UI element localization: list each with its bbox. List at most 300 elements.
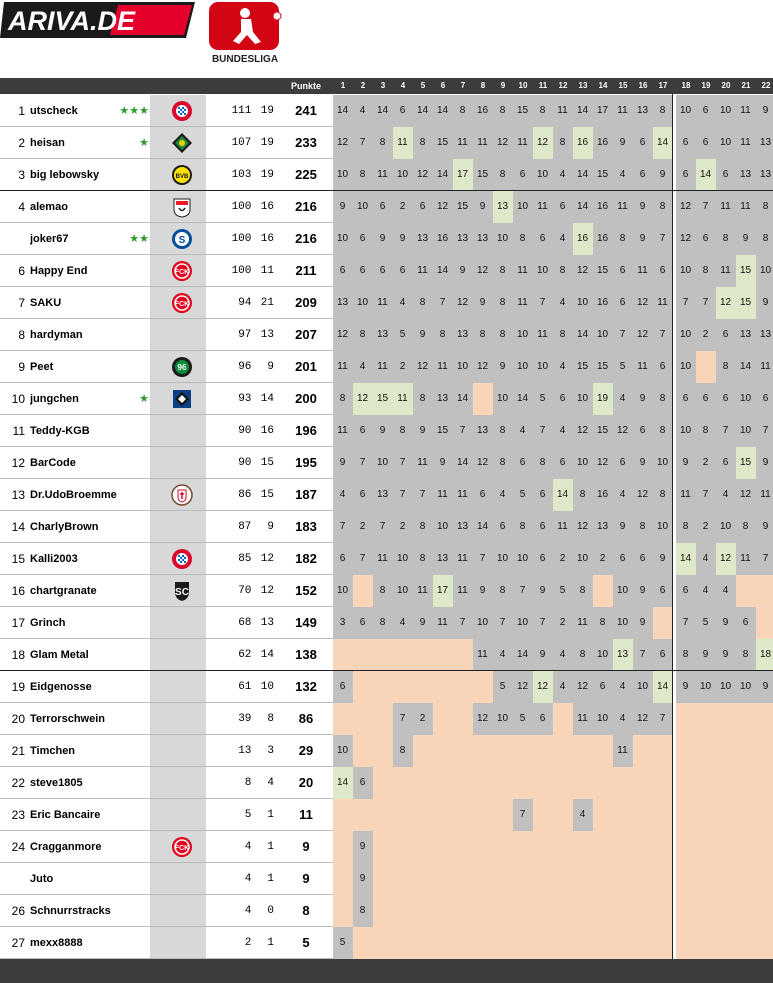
player-name[interactable]: big lebowsky — [30, 169, 100, 181]
player-name[interactable]: Eric Bancaire — [30, 809, 101, 821]
matchday-score-cell: 8 — [493, 447, 513, 479]
matchday-score-cell — [373, 927, 393, 959]
matchday-score-cell: 10 — [716, 95, 736, 127]
player-name[interactable]: Schnurrstracks — [30, 905, 111, 917]
stat-a: 94 — [238, 297, 252, 309]
matchday-score-cell: 7 — [613, 319, 633, 351]
matchday-score-cell: 10 — [473, 607, 493, 639]
matchday-score-cell: 10 — [393, 159, 413, 191]
matchday-score-cell: 7 — [433, 287, 453, 319]
stat-a: 85 — [238, 553, 252, 565]
matchday-score-cell — [696, 799, 716, 831]
matchday-score-cell: 4 — [493, 479, 513, 511]
matchday-score-cell: 7 — [533, 287, 553, 319]
matchday-score-cell: 14 — [573, 159, 593, 191]
matchday-score-cell: 10 — [513, 607, 533, 639]
matchday-score-cell: 9 — [413, 415, 433, 447]
matchday-score-cell: 9 — [756, 95, 773, 127]
matchday-score-cell — [736, 735, 756, 767]
matchday-score-cell: 10 — [533, 255, 553, 287]
matchday-score-cell: 9 — [493, 351, 513, 383]
matchday-score-cell — [473, 863, 493, 895]
matchday-score-cell: 9 — [653, 543, 673, 575]
matchday-score-cell — [413, 735, 433, 767]
matchday-score-cell — [433, 895, 453, 927]
player-name[interactable]: Dr.UdoBroemme — [30, 489, 117, 501]
matchday-score-cell — [653, 831, 673, 863]
matchday-score-cell: 8 — [333, 383, 353, 415]
matchday-score-cell — [433, 831, 453, 863]
matchday-score-cell: 11 — [513, 255, 533, 287]
matchday-score-cell: 8 — [653, 479, 673, 511]
matchday-score-cell: 11 — [433, 479, 453, 511]
stat-values — [206, 479, 278, 511]
matchday-score-cell — [473, 671, 493, 703]
matchday-header: 18 — [681, 81, 691, 90]
matchday-score-cell: 13 — [413, 223, 433, 255]
matchday-score-cell: 6 — [633, 127, 653, 159]
points-total: 29 — [298, 743, 314, 758]
matchday-score-cell — [533, 735, 553, 767]
matchday-score-cell: 8 — [493, 415, 513, 447]
matchday-header: 21 — [741, 81, 751, 90]
matchday-score-cell: 14 — [553, 479, 573, 511]
matchday-score-cell: 10 — [453, 351, 473, 383]
matchday-score-cell: 6 — [353, 255, 373, 287]
stat-values — [206, 127, 278, 159]
ariva-logo[interactable] — [0, 2, 195, 38]
matchday-score-cell — [696, 703, 716, 735]
player-name[interactable]: heisan — [30, 137, 65, 149]
matchday-score-cell: 9 — [756, 511, 773, 543]
player-name[interactable]: hardyman — [30, 329, 83, 341]
matchday-score-cell: 5 — [513, 703, 533, 735]
matchday-score-cell: 17 — [433, 575, 453, 607]
player-name[interactable]: Grinch — [30, 617, 66, 629]
matchday-score-cell: 6 — [533, 511, 553, 543]
stat-a: 111 — [231, 105, 252, 117]
rank-cell: 6 — [18, 264, 25, 278]
stat-a: 100 — [231, 201, 252, 213]
matchday-score-cell — [653, 927, 673, 959]
matchday-score-cell: 10 — [676, 351, 696, 383]
matchday-score-cell: 4 — [333, 479, 353, 511]
matchday-score-cell — [653, 863, 673, 895]
favorite-club-cell — [150, 447, 206, 479]
stat-a: 2 — [244, 937, 252, 949]
svg-text:BVB: BVB — [175, 174, 189, 180]
player-name[interactable]: steve1805 — [30, 777, 83, 789]
matchday-score-cell: 15 — [736, 287, 756, 319]
matchday-header: 1 — [340, 81, 346, 90]
matchday-score-cell — [453, 735, 473, 767]
table-row — [0, 447, 773, 479]
matchday-score-cell: 4 — [613, 159, 633, 191]
matchday-score-cell — [716, 895, 736, 927]
matchday-score-cell: 9 — [633, 223, 653, 255]
rank-cell: 23 — [11, 808, 25, 822]
matchday-score-cell: 7 — [353, 127, 373, 159]
matchday-score-cell: 6 — [696, 127, 716, 159]
matchday-score-cell: 10 — [676, 319, 696, 351]
matchday-score-cell: 8 — [653, 415, 673, 447]
title-stars — [115, 319, 149, 351]
matchday-score-cell: 16 — [593, 191, 613, 223]
matchday-score-cell — [573, 927, 593, 959]
matchday-score-cell — [473, 735, 493, 767]
title-stars — [115, 703, 149, 735]
rank-cell: 1 — [18, 104, 25, 118]
rank-cell: 18 — [11, 648, 25, 662]
matchday-score-cell: 17 — [593, 95, 613, 127]
matchday-score-cell — [393, 895, 413, 927]
matchday-score-cell: 8 — [493, 319, 513, 351]
matchday-score-cell: 4 — [513, 415, 533, 447]
stat-a: 96 — [238, 361, 252, 373]
matchday-header: 16 — [638, 81, 648, 90]
matchday-score-cell: 5 — [393, 319, 413, 351]
stat-b: 19 — [260, 137, 274, 149]
section-separator — [0, 670, 773, 671]
matchday-score-cell — [373, 799, 393, 831]
matchday-header: 7 — [460, 81, 466, 90]
rank-cell: 3 — [18, 168, 25, 182]
matchday-score-cell — [373, 671, 393, 703]
matchday-score-cell: 7 — [653, 223, 673, 255]
matchday-score-cell: 6 — [716, 319, 736, 351]
matchday-score-cell: 9 — [676, 671, 696, 703]
player-name[interactable]: Eidgenosse — [30, 681, 92, 693]
matchday-score-cell: 7 — [493, 607, 513, 639]
matchday-score-cell: 9 — [613, 511, 633, 543]
player-name[interactable]: Peet — [30, 361, 54, 373]
rank-cell: 13 — [11, 488, 25, 502]
matchday-score-cell — [736, 863, 756, 895]
section-separator — [0, 190, 773, 191]
stat-a: 39 — [238, 713, 252, 725]
matchday-header: 14 — [598, 81, 608, 90]
matchday-score-cell: 12 — [513, 671, 533, 703]
matchday-score-cell: 9 — [633, 191, 653, 223]
matchday-score-cell: 11 — [473, 639, 493, 671]
matchday-score-cell: 6 — [696, 95, 716, 127]
matchday-score-cell: 11 — [373, 543, 393, 575]
favorite-club-cell — [150, 671, 206, 703]
matchday-header: 15 — [618, 81, 628, 90]
matchday-score-cell: 9 — [653, 159, 673, 191]
matchday-score-cell — [716, 799, 736, 831]
fck-icon — [171, 292, 193, 314]
matchday-score-cell — [633, 767, 653, 799]
matchday-score-cell: 9 — [613, 127, 633, 159]
matchday-score-cell: 4 — [553, 639, 573, 671]
matchday-score-cell: 8 — [493, 255, 513, 287]
matchday-score-cell: 12 — [533, 671, 553, 703]
matchday-score-cell — [736, 703, 756, 735]
matchday-score-cell — [696, 895, 716, 927]
matchday-score-cell — [413, 671, 433, 703]
player-name[interactable]: CharlyBrown — [30, 521, 99, 533]
player-name[interactable]: Teddy-KGB — [30, 425, 90, 437]
matchday-score-cell: 9 — [716, 607, 736, 639]
matchday-score-cell: 15 — [513, 95, 533, 127]
matchday-score-cell: 15 — [473, 159, 493, 191]
player-name[interactable]: Happy End — [30, 265, 88, 277]
matchday-score-cell — [676, 703, 696, 735]
player-name[interactable]: BarCode — [30, 457, 76, 469]
matchday-score-cell: 9 — [353, 831, 373, 863]
matchday-score-cell — [653, 799, 673, 831]
player-name[interactable]: jungchen — [30, 393, 79, 405]
points-total: 207 — [295, 327, 317, 342]
table-row — [0, 159, 773, 191]
matchday-score-cell — [433, 799, 453, 831]
matchday-score-cell: 14 — [333, 95, 353, 127]
matchday-score-cell: 8 — [513, 511, 533, 543]
matchday-score-cell: 12 — [716, 287, 736, 319]
stat-b: 9 — [267, 361, 274, 373]
matchday-score-cell: 8 — [553, 319, 573, 351]
matchday-score-cell: 6 — [533, 543, 553, 575]
title-stars: ★★ — [129, 233, 149, 245]
player-name[interactable]: SAKU — [30, 297, 62, 309]
matchday-score-cell: 10 — [573, 447, 593, 479]
matchday-header: 4 — [400, 81, 406, 90]
stat-a: 61 — [238, 681, 252, 693]
stat-b: 13 — [260, 617, 274, 629]
matchday-score-cell: 14 — [473, 511, 493, 543]
matchday-score-cell: 6 — [413, 191, 433, 223]
matchday-score-cell — [696, 735, 716, 767]
matchday-score-cell: 2 — [393, 191, 413, 223]
matchday-header: 6 — [440, 81, 446, 90]
matchday-score-cell: 8 — [653, 383, 673, 415]
player-name[interactable]: chartgranate — [30, 585, 97, 597]
matchday-score-cell: 8 — [736, 639, 756, 671]
bundesliga-logo[interactable] — [205, 2, 285, 66]
matchday-score-cell — [493, 799, 513, 831]
points-total: 149 — [295, 615, 317, 630]
matchday-score-cell: 2 — [593, 543, 613, 575]
matchday-score-cell — [716, 831, 736, 863]
matchday-score-cell: 10 — [533, 351, 553, 383]
player-name[interactable]: alemao — [30, 201, 68, 213]
stat-b: 0 — [267, 905, 274, 917]
matchday-score-cell: 9 — [676, 447, 696, 479]
player-name[interactable]: mexx8888 — [30, 937, 83, 949]
points-total: 152 — [295, 583, 317, 598]
player-name[interactable]: Glam Metal — [30, 649, 89, 661]
svg-text:96: 96 — [177, 363, 187, 372]
stat-a: 4 — [244, 905, 252, 917]
matchday-score-cell: 6 — [393, 95, 413, 127]
matchday-score-cell: 7 — [676, 287, 696, 319]
favorite-club-cell — [150, 927, 206, 959]
player-name[interactable]: Cragganmore — [30, 841, 102, 853]
matchday-score-cell: 11 — [613, 191, 633, 223]
player-name[interactable]: utscheck — [30, 105, 78, 117]
matchday-score-cell: 7 — [453, 607, 473, 639]
matchday-score-cell — [413, 927, 433, 959]
title-stars — [115, 831, 149, 863]
matchday-score-cell: 8 — [513, 223, 533, 255]
matchday-score-cell: 4 — [493, 639, 513, 671]
matchday-score-cell — [676, 831, 696, 863]
matchday-header: 5 — [420, 81, 426, 90]
matchday-score-cell — [333, 703, 353, 735]
stat-values — [206, 351, 278, 383]
matchday-score-cell — [716, 735, 736, 767]
matchday-score-cell: 4 — [553, 223, 573, 255]
matchday-score-cell: 10 — [593, 703, 613, 735]
matchday-score-cell: 14 — [653, 671, 673, 703]
matchday-score-cell — [413, 895, 433, 927]
matchday-score-cell: 8 — [353, 159, 373, 191]
matchday-score-cell: 12 — [413, 159, 433, 191]
matchday-score-cell: 8 — [413, 511, 433, 543]
rank-cell: 16 — [11, 584, 25, 598]
stat-b: 1 — [267, 873, 274, 885]
matchday-score-cell: 6 — [613, 543, 633, 575]
table-row — [0, 639, 773, 671]
title-stars — [115, 447, 149, 479]
rank-cell: 2 — [18, 136, 25, 150]
matchday-score-cell: 12 — [676, 191, 696, 223]
matchday-score-cell: 11 — [676, 479, 696, 511]
stat-values — [206, 735, 278, 767]
matchday-score-cell: 12 — [633, 287, 653, 319]
player-name[interactable]: Kalli2003 — [30, 553, 78, 565]
player-name[interactable]: joker67 — [30, 233, 69, 245]
stat-b: 13 — [260, 329, 274, 341]
stat-b: 16 — [260, 233, 274, 245]
matchday-score-cell: 12 — [573, 415, 593, 447]
rank-cell: 24 — [11, 840, 25, 854]
matchday-score-cell: 11 — [553, 511, 573, 543]
matchday-score-cell: 12 — [473, 255, 493, 287]
matchday-score-cell: 4 — [716, 479, 736, 511]
matchday-score-cell: 10 — [716, 511, 736, 543]
matchday-score-cell — [353, 671, 373, 703]
points-column-header: Punkte — [290, 81, 321, 91]
matchday-score-cell: 6 — [756, 383, 773, 415]
table-row — [0, 255, 773, 287]
matchday-score-cell — [413, 799, 433, 831]
greuther-icon — [171, 132, 193, 154]
matchday-score-cell: 16 — [473, 95, 493, 127]
player-name[interactable]: Terrorschwein — [30, 713, 105, 725]
matchday-score-cell: 7 — [633, 639, 653, 671]
matchday-score-cell: 14 — [433, 95, 453, 127]
matchday-score-cell: 6 — [696, 383, 716, 415]
matchday-score-cell — [453, 703, 473, 735]
matchday-score-cell: 7 — [513, 799, 533, 831]
matchday-score-cell — [613, 799, 633, 831]
matchday-score-cell: 10 — [736, 383, 756, 415]
stat-b: 14 — [260, 393, 274, 405]
matchday-score-cell: 8 — [433, 319, 453, 351]
matchday-score-cell: 8 — [413, 383, 433, 415]
matchday-score-cell: 6 — [736, 607, 756, 639]
matchday-score-cell: 8 — [716, 351, 736, 383]
matchday-score-cell — [676, 735, 696, 767]
matchday-header: 19 — [701, 81, 711, 90]
matchday-score-cell: 4 — [353, 351, 373, 383]
matchday-score-cell: 9 — [756, 671, 773, 703]
matchday-score-cell — [756, 799, 773, 831]
matchday-score-cell — [633, 735, 653, 767]
points-total: 9 — [302, 839, 310, 854]
matchday-score-cell — [413, 767, 433, 799]
matchday-score-cell: 9 — [633, 575, 653, 607]
matchday-score-cell: 14 — [696, 159, 716, 191]
matchday-score-cell — [493, 895, 513, 927]
matchday-score-cell: 9 — [473, 287, 493, 319]
matchday-score-cell: 16 — [433, 223, 453, 255]
matchday-score-cell: 7 — [373, 511, 393, 543]
rank-cell: 4 — [18, 200, 25, 214]
matchday-score-cell — [373, 639, 393, 671]
matchday-score-cell: 10 — [333, 159, 353, 191]
matchday-score-cell: 14 — [573, 191, 593, 223]
matchday-score-cell: 10 — [573, 543, 593, 575]
matchday-score-cell: 8 — [633, 511, 653, 543]
matchday-score-cell — [696, 927, 716, 959]
matchday-score-cell — [473, 767, 493, 799]
matchday-score-cell: 12 — [573, 255, 593, 287]
matchday-score-cell: 8 — [373, 575, 393, 607]
matchday-header: 13 — [578, 81, 588, 90]
matchday-score-cell — [373, 895, 393, 927]
matchday-score-cell — [676, 895, 696, 927]
player-name[interactable]: Timchen — [30, 745, 76, 757]
matchday-header: 20 — [721, 81, 731, 90]
matchday-score-cell — [413, 863, 433, 895]
matchday-score-cell: 8 — [413, 543, 433, 575]
matchday-score-cell: 4 — [553, 351, 573, 383]
matchday-score-cell — [473, 831, 493, 863]
stat-values — [206, 927, 278, 959]
matchday-score-cell — [453, 799, 473, 831]
stat-values — [206, 863, 278, 895]
matchday-score-cell — [553, 735, 573, 767]
matchday-header: 3 — [380, 81, 386, 90]
matchday-score-cell: 9 — [633, 447, 653, 479]
matchday-score-cell — [393, 671, 413, 703]
matchday-score-cell — [653, 735, 673, 767]
matchday-score-cell: 14 — [413, 95, 433, 127]
matchday-score-cell: 15 — [453, 191, 473, 223]
stat-values — [206, 415, 278, 447]
player-name[interactable]: Juto — [30, 873, 54, 885]
points-total: 138 — [295, 647, 317, 662]
matchday-score-cell: 12 — [573, 671, 593, 703]
points-total: 187 — [295, 487, 317, 502]
matchday-score-cell: 15 — [373, 383, 393, 415]
title-stars — [115, 735, 149, 767]
matchday-score-cell: 11 — [736, 95, 756, 127]
matchday-score-cell: 13 — [473, 223, 493, 255]
matchday-score-cell: 10 — [493, 703, 513, 735]
matchday-score-cell — [593, 863, 613, 895]
matchday-score-cell — [453, 639, 473, 671]
matchday-score-cell: 7 — [353, 447, 373, 479]
matchday-header: 10 — [518, 81, 528, 90]
table-row — [0, 415, 773, 447]
matchday-score-cell — [533, 927, 553, 959]
matchday-score-cell: 8 — [653, 95, 673, 127]
matchday-score-cell — [553, 767, 573, 799]
